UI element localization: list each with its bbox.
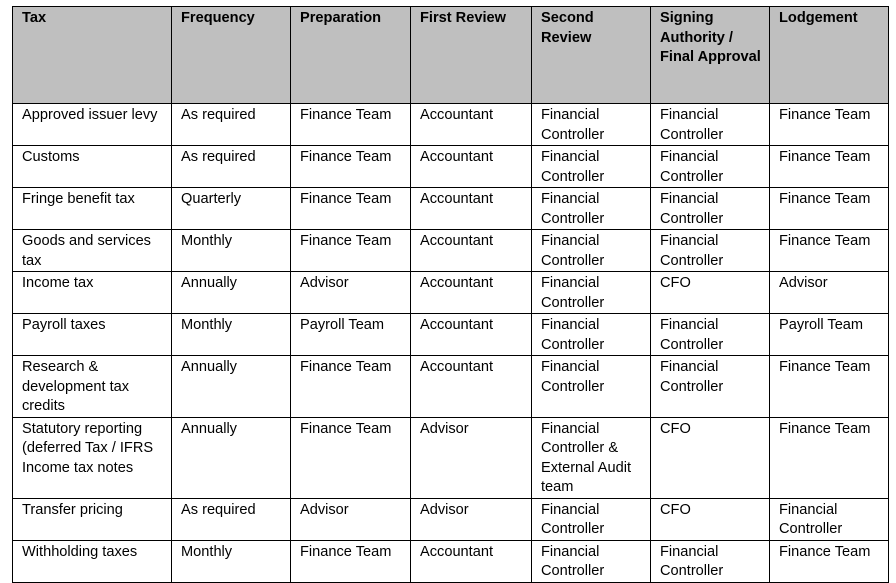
cell-first-review: Accountant bbox=[411, 272, 532, 314]
header-second-review: Second Review bbox=[532, 7, 651, 104]
cell-lodgement: Finance Team bbox=[770, 230, 889, 272]
cell-frequency: As required bbox=[172, 146, 291, 188]
cell-first-review: Accountant bbox=[411, 356, 532, 418]
cell-preparation: Finance Team bbox=[291, 230, 411, 272]
cell-second-review: Financial Controller bbox=[532, 146, 651, 188]
cell-first-review: Advisor bbox=[411, 498, 532, 540]
cell-preparation: Finance Team bbox=[291, 356, 411, 418]
cell-preparation: Finance Team bbox=[291, 188, 411, 230]
cell-lodgement: Finance Team bbox=[770, 417, 889, 498]
cell-first-review: Accountant bbox=[411, 188, 532, 230]
cell-frequency: Annually bbox=[172, 417, 291, 498]
table-row bbox=[13, 417, 889, 498]
cell-lodgement: Finance Team bbox=[770, 356, 889, 418]
cell-signing-authority: Financial Controller bbox=[651, 314, 770, 356]
cell-signing-authority: CFO bbox=[651, 498, 770, 540]
cell-frequency: Annually bbox=[172, 272, 291, 314]
cell-signing-authority: CFO bbox=[651, 272, 770, 314]
table-row bbox=[13, 498, 889, 540]
header-preparation: Preparation bbox=[291, 7, 411, 104]
cell-first-review: Accountant bbox=[411, 230, 532, 272]
table-row bbox=[13, 314, 889, 356]
cell-signing-authority: Financial Controller bbox=[651, 540, 770, 582]
cell-first-review: Accountant bbox=[411, 540, 532, 582]
cell-preparation: Advisor bbox=[291, 498, 411, 540]
cell-lodgement: Finance Team bbox=[770, 540, 889, 582]
cell-lodgement: Advisor bbox=[770, 272, 889, 314]
cell-lodgement: Financial Controller bbox=[770, 498, 889, 540]
table-row bbox=[13, 356, 889, 418]
cell-frequency: Annually bbox=[172, 356, 291, 418]
cell-tax: Fringe benefit tax bbox=[13, 188, 172, 230]
header-first-review: First Review bbox=[411, 7, 532, 104]
cell-tax: Statutory reporting (deferred Tax / IFRS Income tax notes bbox=[13, 417, 172, 498]
cell-signing-authority: Financial Controller bbox=[651, 356, 770, 418]
cell-signing-authority: Financial Controller bbox=[651, 230, 770, 272]
cell-frequency: As required bbox=[172, 104, 291, 146]
cell-second-review: Financial Controller bbox=[532, 314, 651, 356]
cell-second-review: Financial Controller bbox=[532, 356, 651, 418]
tax-responsibility-table-container bbox=[12, 6, 889, 583]
cell-second-review: Financial Controller bbox=[532, 540, 651, 582]
cell-tax: Transfer pricing bbox=[13, 498, 172, 540]
table-header-row bbox=[13, 7, 889, 104]
cell-frequency: As required bbox=[172, 498, 291, 540]
header-frequency: Frequency bbox=[172, 7, 291, 104]
cell-signing-authority: Financial Controller bbox=[651, 188, 770, 230]
cell-signing-authority: Financial Controller bbox=[651, 146, 770, 188]
cell-first-review: Accountant bbox=[411, 314, 532, 356]
tax-responsibility-table bbox=[12, 6, 889, 583]
cell-first-review: Advisor bbox=[411, 417, 532, 498]
table-row bbox=[13, 188, 889, 230]
cell-second-review: Financial Controller bbox=[532, 272, 651, 314]
cell-tax: Customs bbox=[13, 146, 172, 188]
cell-lodgement: Finance Team bbox=[770, 146, 889, 188]
cell-preparation: Finance Team bbox=[291, 540, 411, 582]
cell-second-review: Financial Controller bbox=[532, 188, 651, 230]
cell-signing-authority: CFO bbox=[651, 417, 770, 498]
table-row bbox=[13, 104, 889, 146]
cell-second-review: Financial Controller bbox=[532, 498, 651, 540]
cell-tax: Goods and services tax bbox=[13, 230, 172, 272]
table-row bbox=[13, 146, 889, 188]
cell-frequency: Quarterly bbox=[172, 188, 291, 230]
cell-frequency: Monthly bbox=[172, 540, 291, 582]
cell-tax: Approved issuer levy bbox=[13, 104, 172, 146]
cell-preparation: Payroll Team bbox=[291, 314, 411, 356]
cell-second-review: Financial Controller & External Audit team bbox=[532, 417, 651, 498]
cell-lodgement: Finance Team bbox=[770, 104, 889, 146]
header-signing-authority: Signing Authority / Final Approval bbox=[651, 7, 770, 104]
cell-tax: Payroll taxes bbox=[13, 314, 172, 356]
cell-lodgement: Finance Team bbox=[770, 188, 889, 230]
cell-preparation: Advisor bbox=[291, 272, 411, 314]
table-row bbox=[13, 230, 889, 272]
cell-preparation: Finance Team bbox=[291, 417, 411, 498]
cell-frequency: Monthly bbox=[172, 230, 291, 272]
cell-second-review: Financial Controller bbox=[532, 104, 651, 146]
table-row bbox=[13, 272, 889, 314]
header-lodgement: Lodgement bbox=[770, 7, 889, 104]
cell-tax: Withholding taxes bbox=[13, 540, 172, 582]
cell-first-review: Accountant bbox=[411, 146, 532, 188]
cell-first-review: Accountant bbox=[411, 104, 532, 146]
cell-tax: Income tax bbox=[13, 272, 172, 314]
cell-second-review: Financial Controller bbox=[532, 230, 651, 272]
cell-preparation: Finance Team bbox=[291, 104, 411, 146]
header-tax: Tax bbox=[13, 7, 172, 104]
cell-lodgement: Payroll Team bbox=[770, 314, 889, 356]
cell-signing-authority: Financial Controller bbox=[651, 104, 770, 146]
cell-tax: Research & development tax credits bbox=[13, 356, 172, 418]
cell-frequency: Monthly bbox=[172, 314, 291, 356]
cell-preparation: Finance Team bbox=[291, 146, 411, 188]
